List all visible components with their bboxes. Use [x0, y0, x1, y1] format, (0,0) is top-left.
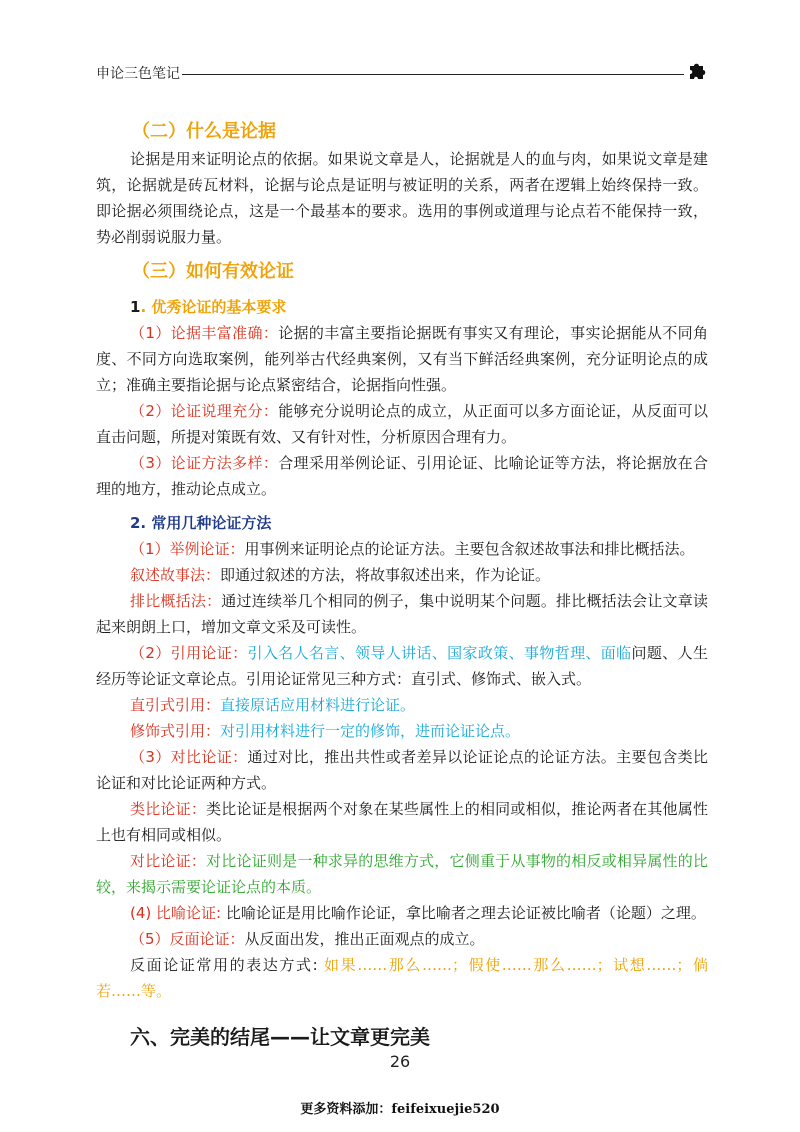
section-heading-what-is-evidence: （二）什么是论据: [132, 121, 276, 142]
item-text: 通过连续举几个相同的例子，集中说明某个问题。排比概括法会让文章读起来朗朗上口，增加文章文采及可读性。: [96, 592, 708, 636]
item-label: （1）举例论证：: [130, 540, 245, 558]
subsection-heading-requirements: [130, 294, 708, 320]
list-item: [96, 796, 708, 848]
item-text: 从反面出发，推出正面观点的成立。: [244, 930, 485, 948]
header-rule: [182, 74, 684, 75]
item-label: （5）反面论证：: [130, 930, 245, 948]
list-item: [96, 398, 708, 450]
list-item: [96, 926, 708, 952]
section-paragraph: 论据是用来证明论点的依据。如果说文章是人，论据就是人的血与肉，如果说文章是建筑，论据就是砖瓦材料，论据与论点是证明与被证明的关系，两者在逻辑上始终保持一致。即论据必须围绕论点，这是一个最基本的要求。选用的事例或道理与论点若不能保持一致，势必削弱说服力量。: [96, 150, 708, 246]
list-item: [96, 450, 708, 502]
item-label: (4) 比喻论证:: [130, 904, 222, 922]
list-item: [96, 952, 708, 1004]
chapter-heading: 六、完美的结尾——让文章更完美: [130, 1025, 430, 1049]
footer-note: 更多资料添加：feifeixuejie520: [300, 1102, 500, 1117]
list-item: [96, 536, 708, 562]
item-label: 类比论证：: [130, 800, 207, 818]
item-text: 如果……那么……；假使……那么……；试想……；倘若……等。: [96, 956, 708, 1000]
item-label: （1）论据丰富准确：: [130, 324, 279, 342]
item-text: 对比论证则是一种求异的思维方式，它侧重于从事物的相反或相异属性的比较，来揭示需要论证论点的本质。: [96, 852, 708, 896]
item-text: 对引用材料进行一定的修饰，进而论证论点。: [220, 722, 521, 740]
item-text: 比喻论证是用比喻作论证，拿比喻者之理去论证被比喻者（论题）之理。: [221, 904, 706, 922]
item-label: 叙述故事法：: [130, 566, 221, 584]
item-label: 修饰式引用：: [130, 722, 221, 740]
subsection-number: 1: [130, 298, 141, 316]
subsection-title: . 优秀论证的基本要求: [140, 298, 287, 316]
list-item: [96, 320, 708, 398]
list-item: [96, 692, 708, 718]
item-text: 通过对比，推出共性或者差异以论证论点的论证方法。主要包含类比论证和对比论证两种方式。: [96, 748, 708, 792]
item-label: （3）对比论证：: [130, 748, 248, 766]
page-content: [96, 118, 708, 1052]
page-header: [96, 62, 708, 84]
item-label: （2）论证说理充分：: [130, 402, 279, 420]
item-text: 类比论证是根据两个对象在某些属性上的相同或相似，推论两者在其他属性上也有相同或相似。: [96, 800, 708, 844]
list-item: [96, 848, 708, 900]
item-text: 论据的丰富主要指论据既有事实又有理论，事实论据能从不同角度、不同方向选取案例，能列举古代经典案例，又有当下鲜活经典案例，充分证明论点的成立；准确主要指论据与论点紧密结合，论据指向性强。: [96, 324, 708, 394]
list-item: [96, 900, 708, 926]
puzzle-icon: [686, 60, 708, 82]
list-item: [96, 744, 708, 796]
list-item: [96, 718, 708, 744]
item-label: 对比论证：: [130, 852, 207, 870]
item-label: 排比概括法：: [130, 592, 222, 610]
item-label: 反面论证常用的表达方式:: [130, 956, 325, 974]
list-item: [96, 562, 708, 588]
item-text: 合理采用举例论证、引用论证、比喻论证等方法，将论据放在合理的地方，推动论点成立。: [96, 454, 708, 498]
section-heading-effective-argument: （三）如何有效论证: [132, 261, 294, 282]
item-highlight: 引入名人名言、领导人讲话、国家政策、事物哲理、面临: [247, 644, 632, 662]
list-item: [96, 588, 708, 640]
item-text: 用事例来证明论点的论证方法。主要包含叙述故事法和排比概括法。: [244, 540, 695, 558]
list-item: [96, 640, 708, 692]
item-label: 直引式引用：: [130, 696, 221, 714]
page-number: 26: [389, 1052, 411, 1071]
subsection-heading-methods: 2. 常用几种论证方法: [130, 514, 272, 532]
item-text: 问题、人生经历等论证文章论点。引用论证常见三种方式：直引式、修饰式、嵌入式。: [96, 644, 708, 688]
item-text: 直接原话应用材料进行论证。: [220, 696, 416, 714]
item-text: 能够充分说明论点的成立，从正面可以多方面论证，从反面可以直击问题，所提对策既有效、又有针对性，分析原因合理有力。: [96, 402, 708, 446]
item-label: （3）论证方法多样：: [130, 454, 279, 472]
item-label: （2）引用论证：: [130, 644, 248, 662]
item-text: 即通过叙述的方法，将故事叙述出来，作为论证。: [220, 566, 551, 584]
header-title: 申论三色笔记: [96, 66, 180, 82]
